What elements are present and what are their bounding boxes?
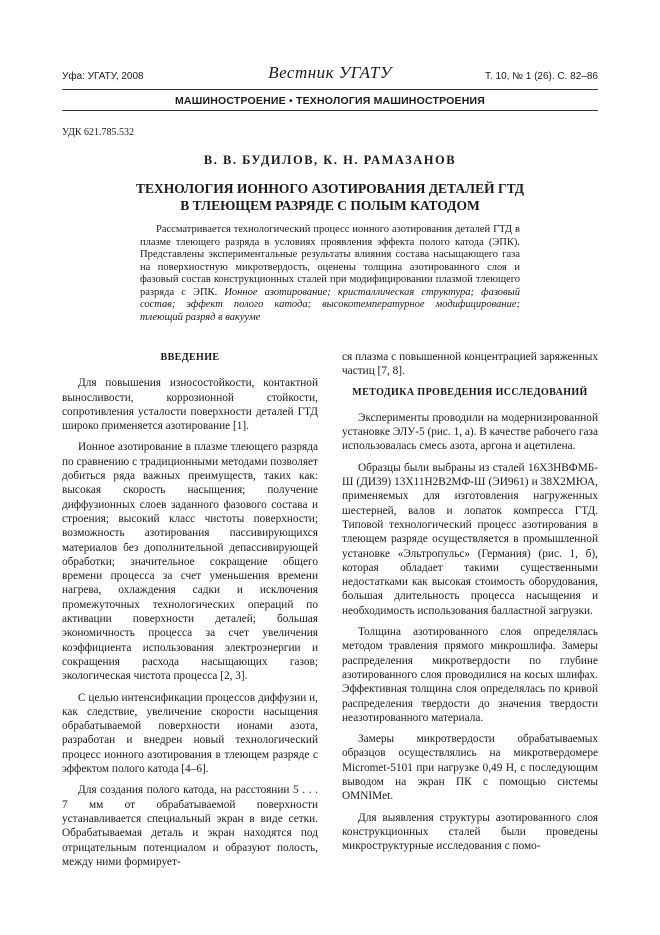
body-paragraph: Для создания полого катода, на расстоянии 5 . . . 7 мм от обрабатываемой поверхности устанавливается специальный экран в виде сетки. Обрабатываемая деталь и экран находятся под отрицательным потенциалом и образуют полость, между ними формирует- (62, 784, 318, 868)
running-header (62, 63, 598, 89)
section-rule (62, 110, 598, 111)
body-paragraph: Для повышения износостойкости, контактной выносливости, коррозионной стойкости, сопротивления усталости поверхности деталей ГТД широко применяется азотирование [1]. (62, 377, 318, 433)
left-column (62, 350, 318, 876)
body-paragraph-continuation: ся плазма с повышенной концентрацией заряженных частиц [7, 8]. (342, 351, 598, 378)
body-paragraph: С целью интенсификации процессов диффузии и, как следствие, увеличение скорости насыщения обрабатываемой поверхности ионами азота, разработан и внедрен новый технологический процесс ионного азотирования в тлеющем разряде с эффектом полого катода [4–6]. (62, 691, 318, 776)
introduction-heading: ВВЕДЕНИЕ (160, 352, 220, 363)
abstract (140, 224, 520, 324)
body-paragraph: Образцы были выбраны из сталей 16Х3НВФМБ-Ш (ДИ39) 13Х11Н2В2МФ-Ш (ЭИ961) и 38Х2МЮА, применяемых для изготовления нагруженных шестерней, валов и лопаток компресса ГТД. Типовой технологический процесс азотирования в тлеющем разряде осуществляется в промышленной установке «Эльтропульс» (Германия) (рис. 1, б), которая обладает такими существенными недостатками как высокая стоимость оборудования, большая длительность процесса насыщения и необходимость использования балластной загрузки. (342, 461, 598, 617)
abstract-text: Рассматривается технологический процесс ионного азотирования деталей ГТД в плазме тлеющего разряда в условиях проявления эффекта полого катода (ЭПК). Представлены экспериментальные результаты влияния состава насыщающего газа на поверхностную микротвердость, оценены толщина азотированного слоя и фазовый состав конструкционных сталей при модифицировании плазмой тлеющего разряда с ЭПК. (140, 224, 520, 298)
body-paragraph: Ионное азотирование в плазме тлеющего разряда по сравнению с традиционными методами позволяет добиться ряда важных преимуществ, таких как: высокая скорость насыщения; получение диффузионных слоев заданного фазового состава и строения; высокий класс чистоты поверхности; возможность азотирования пассивирующихся материалов без дополнительной депассивирующей обработки; значительное сокращение общего времени процесса за счет уменьшения времени нагрева, охлаждения садки и исключения промежуточных технологических операций по активации поверхности деталей; большая экономичность процесса за счет увеличения коэффициента использования электроэнергии и сокращения расхода насыщающих газов; экологическая чистота процесса [2, 3]. (62, 441, 318, 683)
body-paragraph: Толщина азотированного слоя определялась методом травления прямого микрошлифа. Замеры распределения микротвердости по глубине азотированного слоя проводилися на косых шлифах. Эффективная толщина слоя определялась по кривой распределения твердости до значения твердости неазотированного материала. (342, 626, 598, 724)
body-paragraph: Эксперименты проводили на модернизированной установке ЭЛУ-5 (рис. 1, а). В качестве рабочего газа использовалась смесь азота, аргона и ацетилена. (342, 411, 598, 453)
header-publisher: Уфа: УГАТУ, 2008 (62, 71, 144, 82)
abstract-paragraph (140, 224, 520, 324)
right-column (342, 350, 598, 861)
title-line-1: ТЕХНОЛОГИЯ ИОННОГО АЗОТИРОВАНИЯ ДЕТАЛЕЙ ГТД (135, 181, 525, 196)
abstract-keywords: Ионное азотирование; кристаллическая структура; фазовый состав; эффект полого катода; высокотемпературное модифицирование; тлеющий разряд в вакууме (140, 286, 520, 323)
section-title: МАШИНОСТРОЕНИЕ • ТЕХНОЛОГИЯ МАШИНОСТРОЕНИЯ (174, 95, 486, 107)
methods-heading: МЕТОДИКА ПРОВЕДЕНИЯ ИССЛЕДОВАНИЙ (352, 386, 588, 398)
udk-code: УДК 621.785.532 (62, 127, 135, 138)
header-rule (62, 89, 598, 90)
body-paragraph: Замеры микротвердости обрабатываемых образцов осуществлялись на микротвердомере Micromet-5101 при нагрузке 0,49 Н, с последующим выводом на экран ПК с помощью системы OMNIMet. (342, 733, 598, 803)
title-line-2: В ТЛЕЮЩЕМ РАЗРЯДЕ С ПОЛЫМ КАТОДОМ (180, 198, 480, 213)
article-title (62, 180, 598, 214)
authors: В. В. БУДИЛОВ, К. Н. РАМАЗАНОВ (203, 153, 457, 167)
header-issue: Т. 10, № 1 (26). С. 82–86 (484, 71, 598, 82)
journal-logo: Вестник УГАТУ (268, 63, 392, 82)
body-paragraph: Для выявления структуры азотированного слоя конструкционных сталей были проведены микроструктурные исследования с помо- (342, 811, 598, 853)
